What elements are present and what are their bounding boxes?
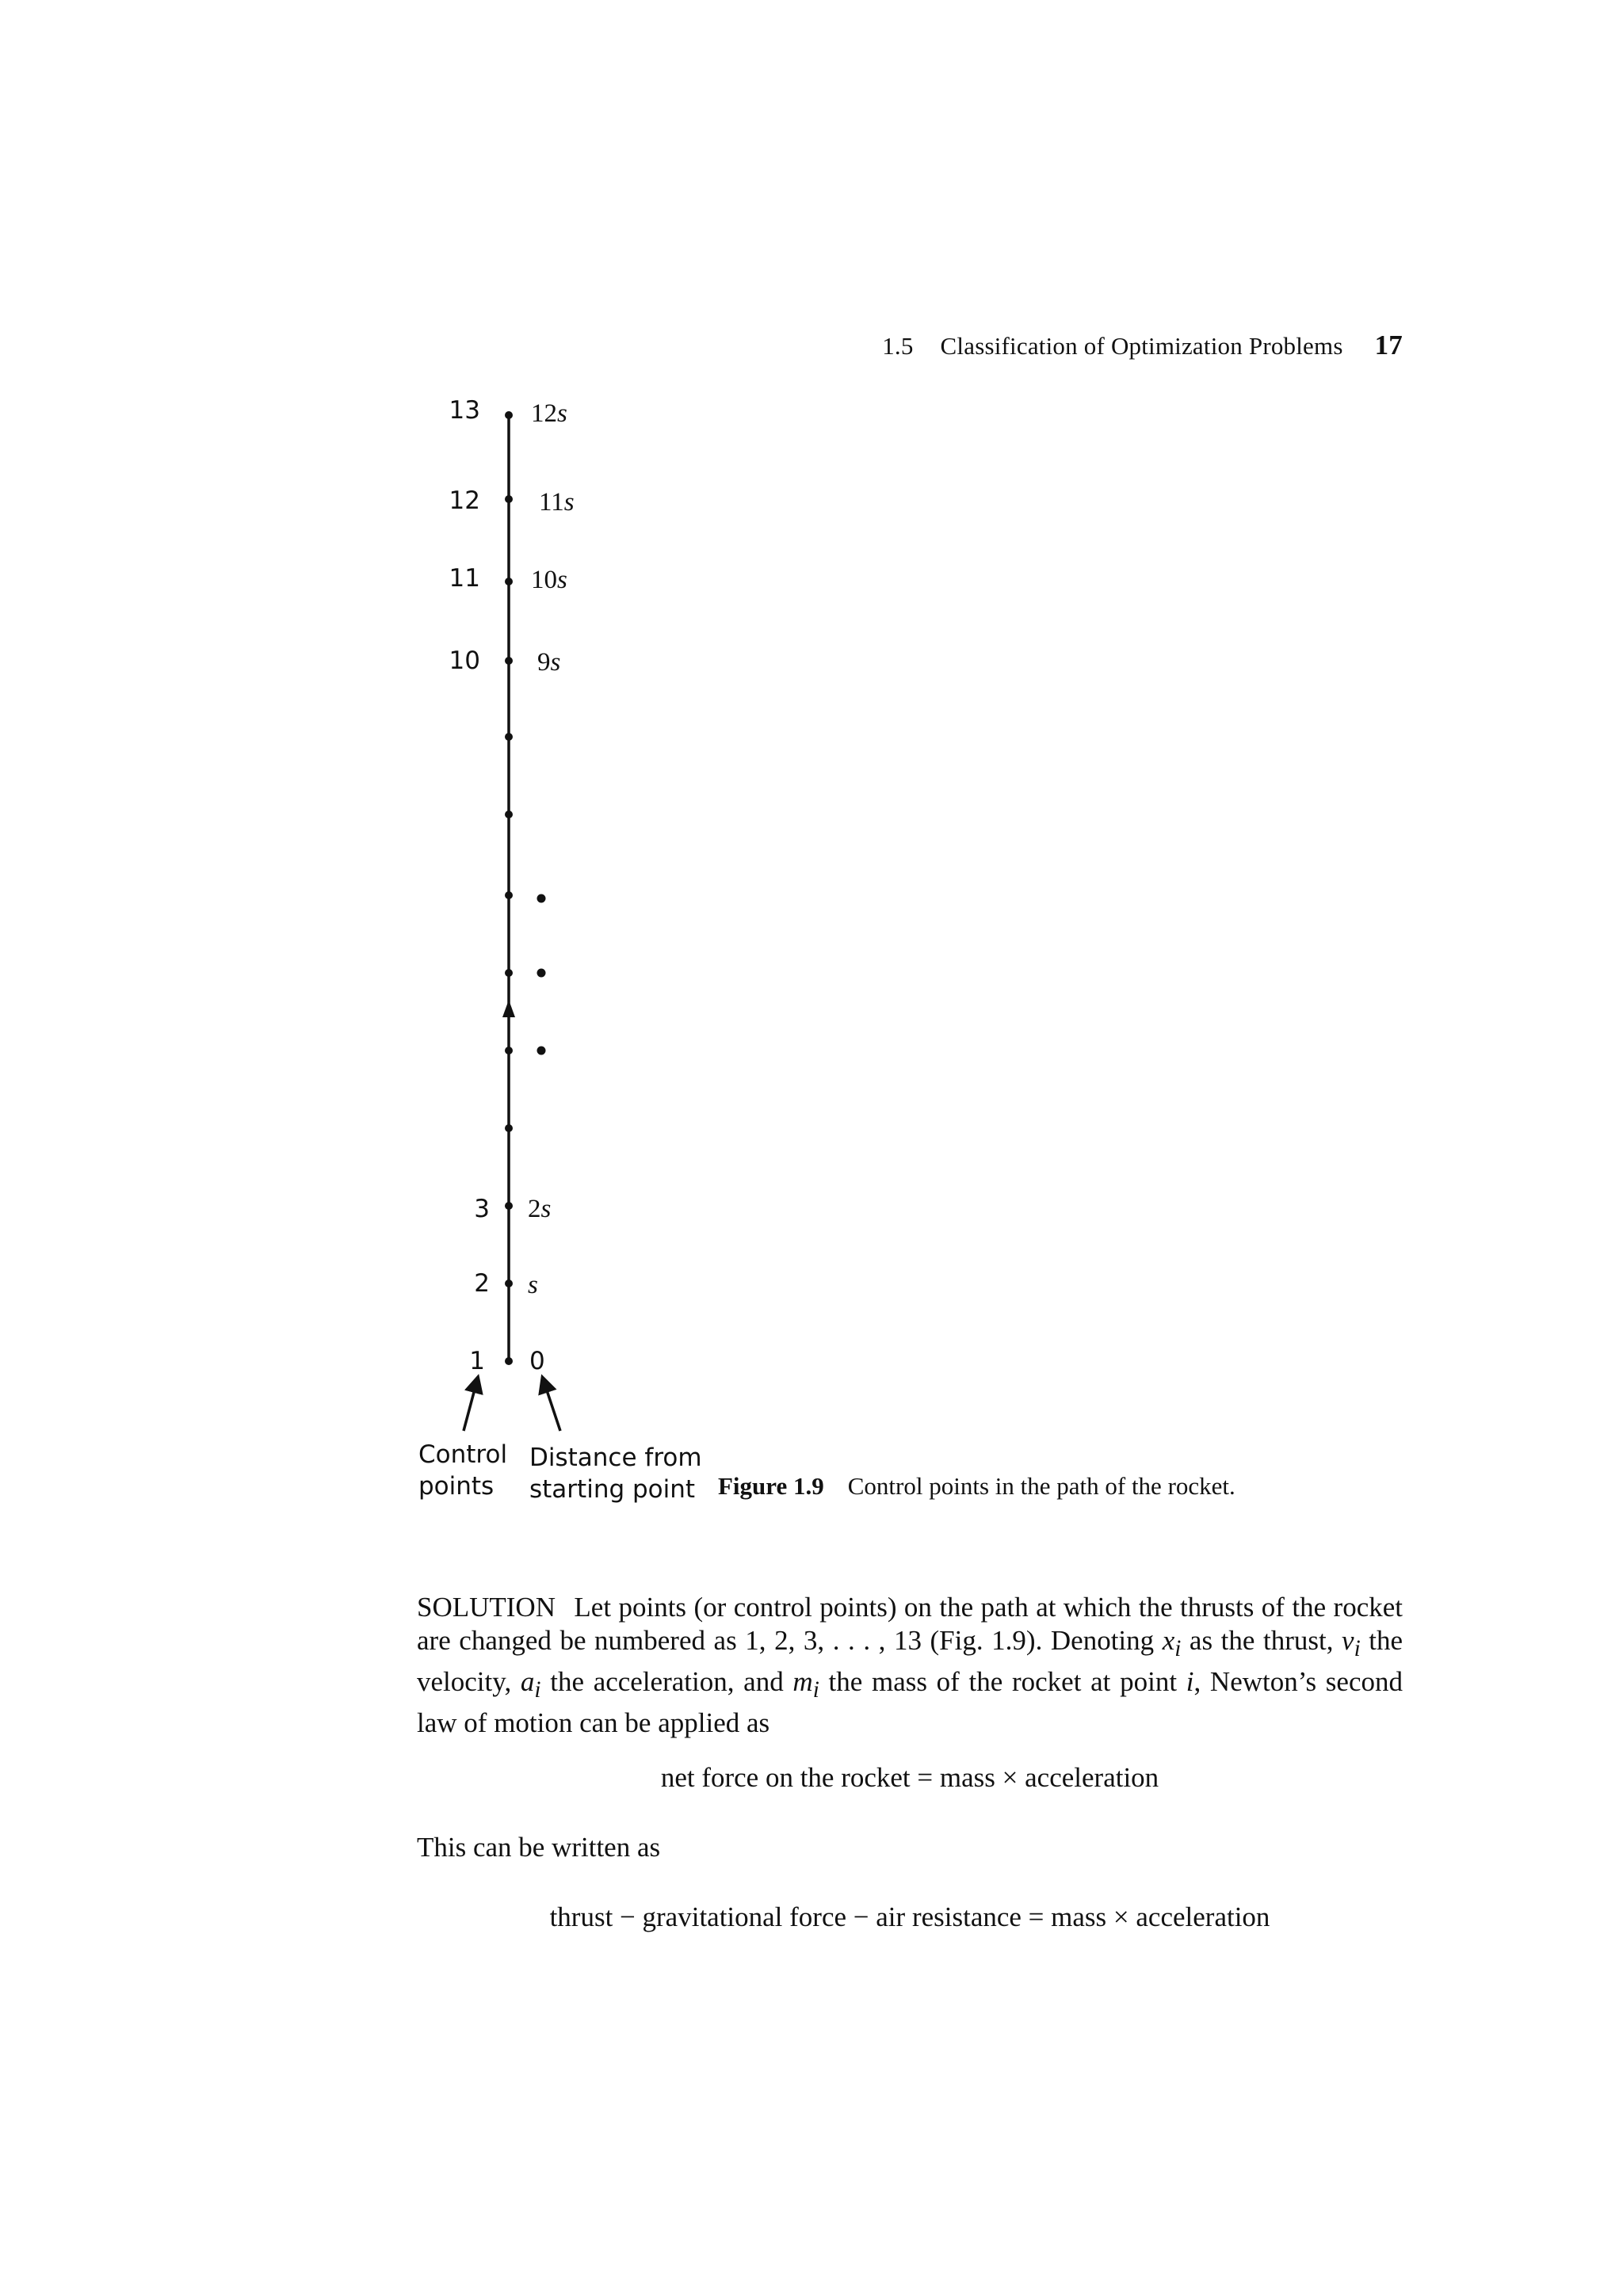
distance-label-11s xyxy=(539,488,575,517)
control-point-dot-10 xyxy=(505,657,513,665)
control-point-dot-12 xyxy=(505,495,513,503)
point-index-symbol: i xyxy=(1186,1666,1194,1697)
distance-label-text: 2 xyxy=(528,1195,541,1223)
distance-label-text: 12 xyxy=(531,399,557,428)
section-number: 1.5 xyxy=(882,332,914,360)
distance-label-12s xyxy=(531,399,567,428)
distance-label-9s xyxy=(537,648,560,677)
solution-text-4: the acceleration, and xyxy=(540,1666,793,1697)
distance-variable-s: s xyxy=(557,399,567,428)
distance-labels xyxy=(528,399,575,1375)
equation-force-balance: thrust − gravitational force − air resistance = mass × acceleration xyxy=(549,1901,1270,1932)
distance-arrow xyxy=(544,1383,560,1431)
control-point-labels xyxy=(449,396,490,1375)
control-point-label-3: 3 xyxy=(474,1195,490,1223)
section-title: Classification of Optimization Problems xyxy=(940,332,1343,360)
control-point-dot-9 xyxy=(505,733,513,741)
solution-text-2: as the thrust, xyxy=(1181,1625,1342,1656)
control-points-arrow xyxy=(464,1383,476,1431)
distance-label-text: 0 xyxy=(529,1347,545,1375)
distance-variable-s: s xyxy=(550,648,561,677)
ellipsis-dot xyxy=(537,1047,546,1055)
acceleration-symbol: a xyxy=(520,1666,535,1697)
control-point-dot-5 xyxy=(505,1047,513,1055)
control-point-label-13: 13 xyxy=(449,396,480,425)
distance-label-s xyxy=(528,1271,538,1299)
distance-annotation-line-1: Distance from xyxy=(529,1444,702,1472)
ellipsis-dots xyxy=(537,894,546,1055)
distance-label-text: 9 xyxy=(537,648,551,677)
solution-text-1: Let points (or control points) on the path at which the thrusts of the rocket are changed be numbered as 1, 2, 3, . . . , 13 (Fig. 1.9). Denoting xyxy=(417,1592,1403,1656)
control-point-dot-13 xyxy=(505,411,513,419)
distance-variable-s: s xyxy=(557,566,567,594)
control-point-dot-6 xyxy=(505,969,513,977)
figure-caption-text: Control points in the path of the rocket. xyxy=(847,1472,1235,1500)
control-point-label-1: 1 xyxy=(469,1347,485,1375)
solution-paragraph xyxy=(417,1591,1403,1740)
solution-text-5: the mass of the rocket at point xyxy=(819,1666,1186,1697)
page-number: 17 xyxy=(1374,330,1403,360)
subscript-i: i xyxy=(812,1677,819,1703)
distance-variable-s: s xyxy=(540,1195,552,1223)
control-point-label-10: 10 xyxy=(449,646,480,675)
control-point-dot-3 xyxy=(505,1202,513,1210)
subscript-i: i xyxy=(1174,1636,1182,1661)
distance-label-0 xyxy=(529,1347,545,1375)
thrust-symbol: x xyxy=(1162,1625,1175,1656)
control-points-annotation-line-2: points xyxy=(418,1472,495,1501)
ellipsis-dot xyxy=(537,894,546,903)
distance-label-text: s xyxy=(528,1271,538,1299)
distance-label-text: 11 xyxy=(539,488,564,517)
control-point-label-11: 11 xyxy=(449,564,480,593)
velocity-symbol: v xyxy=(1342,1625,1354,1656)
solution-text-3: the velocity, xyxy=(417,1625,1403,1697)
distance-label-10s xyxy=(531,566,567,594)
figure-caption xyxy=(718,1472,1235,1501)
ellipsis-dot xyxy=(537,969,546,978)
control-point-dot-11 xyxy=(505,578,513,585)
solution-lead: SOLUTION xyxy=(417,1592,556,1623)
distance-label-text: 10 xyxy=(531,566,557,594)
subscript-i: i xyxy=(534,1677,541,1703)
control-point-dot-2 xyxy=(505,1280,513,1287)
distance-variable-s: s xyxy=(563,488,575,517)
mass-symbol: m xyxy=(792,1666,813,1697)
control-point-dot-4 xyxy=(505,1124,513,1132)
control-point-dot-1 xyxy=(505,1357,513,1365)
control-point-dot-8 xyxy=(505,810,513,818)
distance-annotation-line-2: starting point xyxy=(529,1475,696,1504)
path-direction-arrow xyxy=(502,1000,515,1017)
control-point-label-2: 2 xyxy=(474,1269,490,1298)
figure-caption-label: Figure 1.9 xyxy=(718,1472,824,1500)
control-point-label-12: 12 xyxy=(449,486,480,515)
control-points-annotation-line-1: Control xyxy=(418,1440,508,1469)
distance-label-2s xyxy=(528,1195,551,1223)
equation-newton-second-law: net force on the rocket = mass × acceleration xyxy=(660,1762,1159,1793)
subscript-i: i xyxy=(1354,1636,1361,1661)
connecting-text: This can be written as xyxy=(417,1832,661,1863)
solution-text-6: , Newton’s second law of motion can be applied as xyxy=(417,1666,1403,1738)
control-point-dot-7 xyxy=(505,891,513,899)
